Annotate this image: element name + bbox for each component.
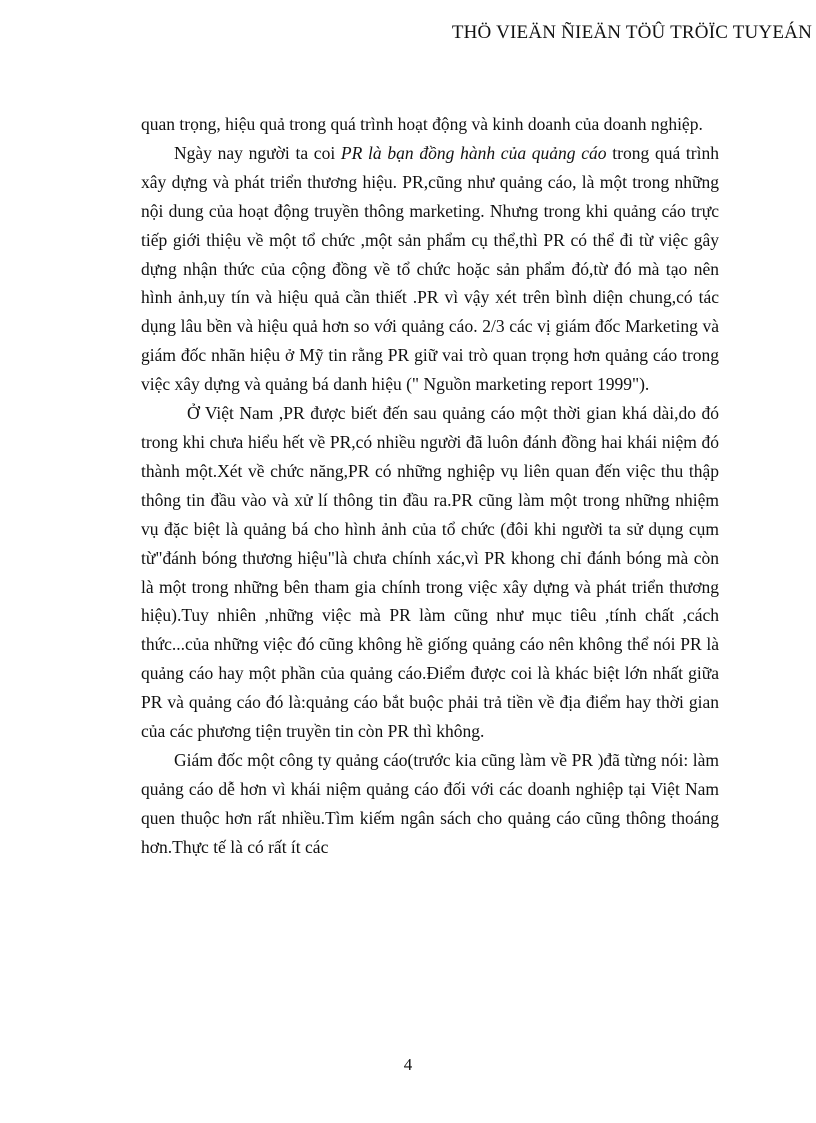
paragraph-text: trong quá trình xây dựng và phát triển thương hiệu. PR,cũng như quảng cáo, là một trong những nội dung của hoạt động truyền thông marketing. Nhưng trong khi quảng cáo trực tiếp giới thiệu về một tổ chức ,một sản phẩm cụ thể,thì PR có thể đi từ việc gây dựng nhận thức của cộng đồng về tổ chức hoặc sản phẩm đó,từ đó mà tạo nên hình ảnh,uy tín và hiệu quả cần thiết .PR vì vậy xét trên bình diện chung,có tác dụng lâu bền và hiệu quả hơn so với quảng cáo. 2/3 các vị giám đốc Marketing và giám đốc nhãn hiệu ở Mỹ tin rằng PR giữ vai trò quan trọng hơn quảng cáo trong việc xây dựng và quảng bá danh hiệu (" Nguồn marketing report 1999"). <box>141 142 719 395</box>
paragraph-pr-advertising <box>141 139 719 399</box>
emphasized-phrase: PR là bạn đồng hành của quảng cáo <box>340 142 607 163</box>
document-body <box>141 110 719 862</box>
paragraph-director-quote: Giám đốc một công ty quảng cáo(trước kia cũng làm về PR )đã từng nói: làm quảng cáo dễ hơn vì khái niệm quảng cáo đối với các doanh nghiệp tại Việt Nam quen thuộc hơn rất nhiều.Tìm kiếm ngân sách cho quảng cáo cũng thông thoáng hơn.Thực tế là có rất ít các <box>141 749 719 857</box>
page-number: 4 <box>403 1055 413 1074</box>
paragraph-continuation: quan trọng, hiệu quả trong quá trình hoạt động và kinh doanh của doanh nghiệp. <box>141 114 703 134</box>
paragraph-vietnam: Ở Việt Nam ,PR được biết đến sau quảng cáo một thời gian khá dài,do đó trong khi chưa hiểu hết về PR,có nhiều người đã luôn đánh đồng hai khái niệm đó thành một.Xét về chức năng,PR có những nghiệp vụ liên quan đến việc thu thập thông tin đầu vào và xử lí thông tin đầu ra.PR cũng làm một trong những nhiệm vụ đặc biệt là quảng bá cho hình ảnh của tổ chức (đôi khi người ta sử dụng cụm từ"đánh bóng thương hiệu"là chưa chính xác,vì PR khong chỉ đánh bóng mà còn là một trong những bên tham gia chính trong việc xây dựng và phát triển thương hiệu).Tuy nhiên ,những việc mà PR làm cũng như mục tiêu ,tính chất ,cách thức...của những việc đó cũng không hề giống quảng cáo nên không thể nói PR là quảng cáo hay một phần của quảng cáo.Điểm được coi là khác biệt lớn nhất giữa PR và quảng cáo đó là:quảng cáo bắt buộc phải trả tiền về địa điểm hay thời gian của các phương tiện truyền tin còn PR thì không. <box>141 403 719 742</box>
paragraph-text: Ngày nay người ta coi <box>174 142 341 163</box>
running-header: THÖ VIEÄN ÑIEÄN TÖÛ TRÖÏC TUYEÁN <box>451 22 812 43</box>
